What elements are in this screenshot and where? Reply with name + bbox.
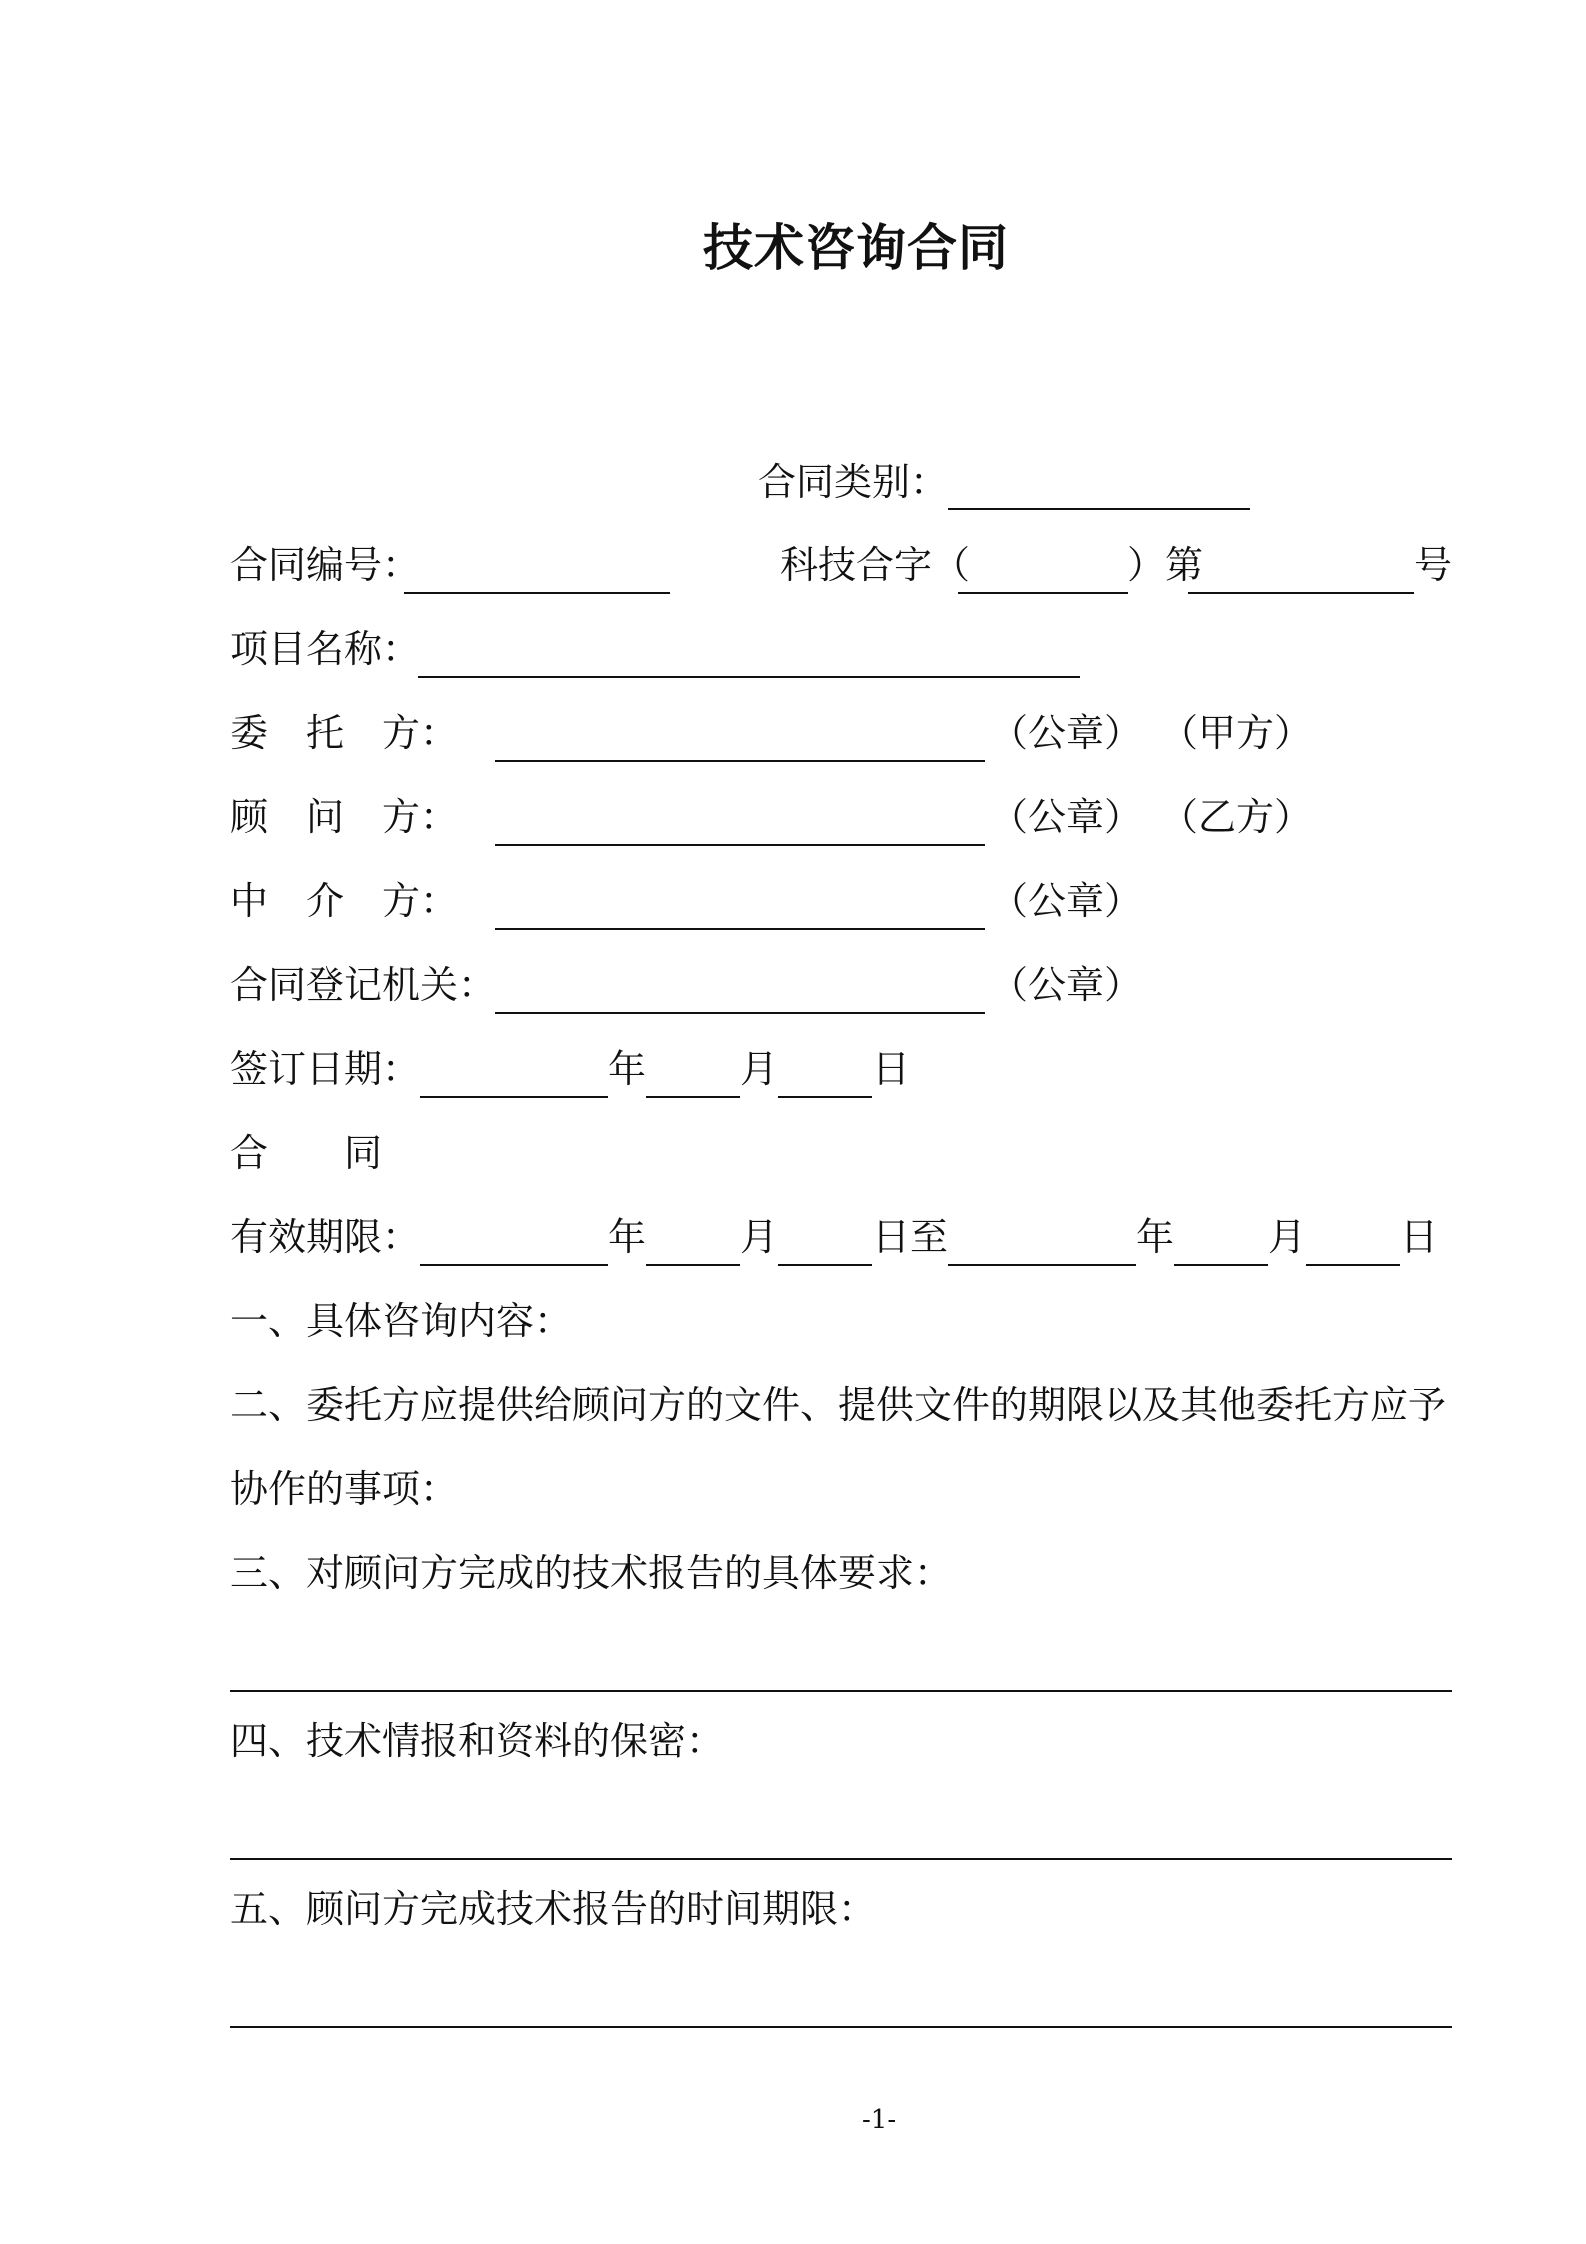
- kj-mid-label: ）第: [1127, 543, 1204, 587]
- consultant-seal-label: （公章）: [990, 795, 1143, 839]
- kj-serial-blank-line: [1188, 592, 1414, 594]
- contract-number-blank-line: [404, 592, 670, 594]
- registry-seal-label: （公章）: [990, 963, 1143, 1007]
- intermediary-blank-line: [495, 928, 985, 930]
- valid-day-to-label: 日至: [872, 1215, 949, 1259]
- valid-end-day-label: 日: [1400, 1215, 1439, 1259]
- sign-date-label: 签订日期：: [230, 1047, 421, 1091]
- intermediary-seal-label: （公章）: [990, 879, 1143, 923]
- consultant-party-label: 顾 问 方：: [230, 795, 459, 839]
- valid-start-day-blank-line: [778, 1264, 872, 1266]
- section-4-heading: 四、技术情报和资料的保密：: [230, 1719, 725, 1763]
- party-b-label: （乙方）: [1160, 795, 1313, 839]
- sign-year-blank-line: [420, 1096, 608, 1098]
- sign-month-blank-line: [646, 1096, 740, 1098]
- consultant-party-blank-line: [495, 844, 985, 846]
- section-2-heading-line1: 二、委托方应提供给顾问方的文件、提供文件的期限以及其他委托方应予: [230, 1383, 1447, 1427]
- valid-end-day-blank-line: [1306, 1264, 1400, 1266]
- page-number: -1-: [862, 2105, 897, 2135]
- section-1-heading: 一、具体咨询内容：: [230, 1299, 573, 1343]
- kj-year-blank-line: [958, 592, 1128, 594]
- section-5-heading: 五、顾问方完成技术报告的时间期限：: [230, 1887, 877, 1931]
- intermediary-label: 中 介 方：: [230, 879, 459, 923]
- contract-number-label: 合同编号：: [230, 543, 421, 587]
- project-name-label: 项目名称：: [230, 627, 421, 671]
- valid-start-month-blank-line: [646, 1264, 740, 1266]
- section-3-blank-line: [230, 1690, 1452, 1692]
- sign-year-label: 年: [608, 1047, 647, 1091]
- section-4-blank-line: [230, 1858, 1452, 1860]
- entrust-seal-label: （公章）: [990, 711, 1143, 755]
- project-name-blank-line: [418, 676, 1080, 678]
- kj-prefix-label: 科技合字（: [780, 543, 971, 587]
- valid-end-year-label: 年: [1136, 1215, 1175, 1259]
- valid-end-month-blank-line: [1174, 1264, 1268, 1266]
- contract-label: 合 同: [230, 1131, 383, 1175]
- sign-day-label: 日: [872, 1047, 911, 1091]
- category-label: 合同类别：: [758, 460, 949, 504]
- section-5-blank-line: [230, 2026, 1452, 2028]
- sign-month-label: 月: [740, 1047, 779, 1091]
- valid-period-label: 有效期限：: [230, 1215, 421, 1259]
- section-2-heading-line2: 协作的事项：: [230, 1467, 459, 1511]
- valid-start-year-label: 年: [608, 1215, 647, 1259]
- entrust-party-blank-line: [495, 760, 985, 762]
- sign-day-blank-line: [778, 1096, 872, 1098]
- entrust-party-label: 委 托 方：: [230, 711, 459, 755]
- valid-start-month-label: 月: [740, 1215, 779, 1259]
- document-title: 技术咨询合同: [703, 219, 1009, 277]
- valid-end-month-label: 月: [1268, 1215, 1307, 1259]
- category-blank-line: [948, 508, 1250, 510]
- registry-blank-line: [495, 1012, 985, 1014]
- valid-end-year-blank-line: [948, 1264, 1136, 1266]
- party-a-label: （甲方）: [1160, 711, 1313, 755]
- valid-start-year-blank-line: [420, 1264, 608, 1266]
- section-3-heading: 三、对顾问方完成的技术报告的具体要求：: [230, 1551, 953, 1595]
- kj-suffix-label: 号: [1414, 543, 1453, 587]
- registry-label: 合同登记机关：: [230, 963, 497, 1007]
